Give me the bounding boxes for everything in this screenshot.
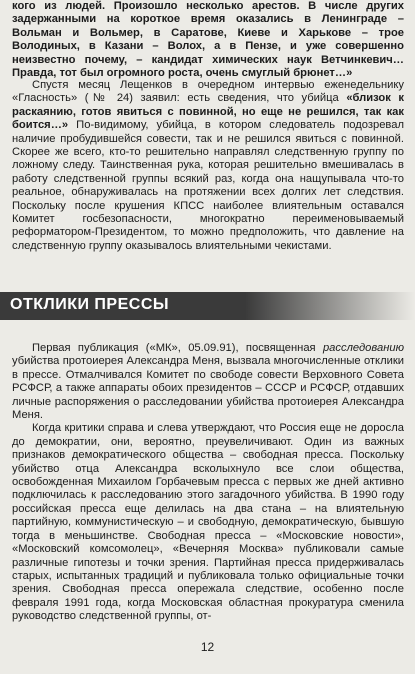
- italic-word: расследованию: [322, 342, 404, 354]
- section-heading-bar: [0, 292, 415, 320]
- page-number: 12: [200, 640, 215, 654]
- section-heading: ОТКЛИКИ ПРЕССЫ: [10, 296, 170, 313]
- text-run: убийства протоиерея Александра Меня, вызвала многочисленные отклики в прессе. Отмалчивался Комитет по свободе совести Верховного Совета РСФСР, а также аппараты обоих президентов – СССР и РСФСР, отдавших личные распоряжения о расследовании убийства протоиерея Александра Меня.: [12, 355, 404, 422]
- paragraph-first-publication: [12, 342, 404, 422]
- text-run: По-видимому, убийца, в котором следователь подозревал наличие пробудившейся совести, так и не решился явиться с повинной. Скорее же всего, кто-то решительно направлял следственную группу по ложному следу. Таинственная рука, которая решительно вмешивалась в работу следственной группы всякий раз, когда она нащупывала что-то реальное, обнаруживалась на протяжении всех долгих лет следствия. Поскольку после крушения КПСС наиболее влиятельным оставался Комитет госбезопасности, многократно переименовываемый реформатором-Президентом, то можно предположить, что давление на следственную группу оказывалось влиятельными чекистами.: [12, 119, 404, 252]
- heading-bar-fade: [245, 292, 415, 320]
- quote-text: кого из людей. Произошло несколько арестов. В числе других задержанными на короткое время оказались в Ленинграде – Вольман и Вольмер, в Саратове, Киеве и Харькове – трое Володиных, в Казани – Волох, а в Пензе, и уже совершенно неизвестно почему, – кандидат химических наук Ветчинкевич… Правда, тот был огромного роста, очень смуглый брюнет…»: [12, 0, 404, 80]
- paragraph-interview: [12, 79, 404, 253]
- bold-quote: «близок к раскаянию, готов явиться с повинной, но еще не решился, так как боится…»: [12, 92, 405, 132]
- paragraph-free-press: Когда критики справа и слева утверждают, что Россия еще не доросла до демократии, они, вероятно, преувеличивают. Один из важных признаков демократического общества – свободная пресса. Поскольку убийство отца Александра всколыхнуло все слои общества, освобожденная Михаилом Горбачевым пресса с первых же дней активно подключилась к расследованию этого загадочного убийства. В 1990 году российская пресса еще делилась на два стана – на влиятельную партийную, коммунистическую – и свободную, демократическую, бывшую тогда в меньшинстве. Свободная пресса – «Московские новости», «Московский комсомолец», «Вечерняя Москва» публиковали самые различные гипотезы и точки зрения. Партийная пресса придерживалась старых, испытанных традиций и публиковала только официальные точки зрения. Свободная пресса опережала следствие, особенно после февраля 1991 года, когда Московская областная прокуратура сменила руководство следственной группы, от-: [12, 422, 404, 623]
- press-section-body: [12, 342, 404, 624]
- paragraph-text: [12, 79, 404, 253]
- text-run: Первая публикация («МК», 05.09.91), посвященная: [32, 342, 323, 354]
- quote-continuation: [12, 0, 404, 80]
- text-run: Спустя месяц Лещенков в очередном интервью еженедельнику «Гласность» (№ 24) заявил: есть сведения, что убийца: [12, 79, 404, 105]
